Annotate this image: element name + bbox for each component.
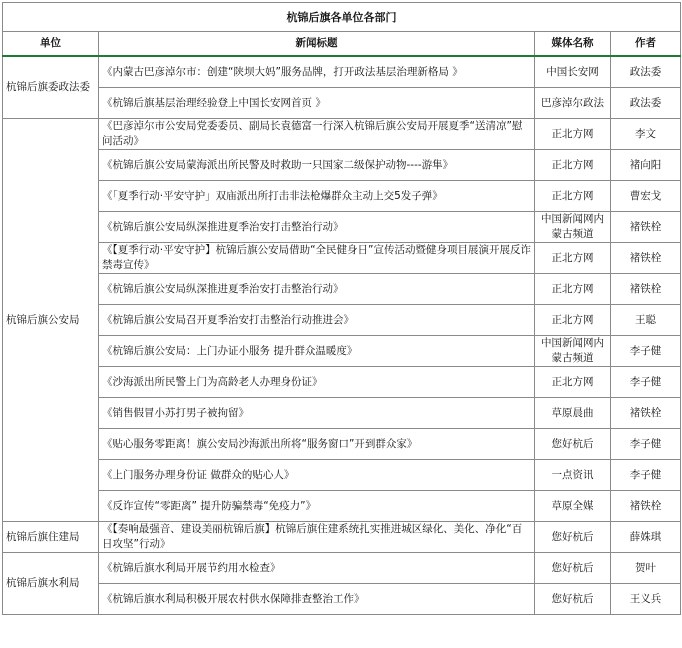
author-cell: 王义兵 bbox=[611, 584, 681, 615]
news-title-cell: 《巴彦淖尔市公安局党委委员、副局长袁德富一行深入杭锦后旗公安局开展夏季“送清凉”慰问活动》 bbox=[99, 119, 535, 150]
author-cell: 李子健 bbox=[611, 429, 681, 460]
unit-cell: 杭锦后旗委政法委 bbox=[3, 56, 99, 119]
author-cell: 褚铁栓 bbox=[611, 398, 681, 429]
news-title-cell: 《杭锦后旗水利局开展节约用水检查》 bbox=[99, 553, 535, 584]
header-news: 新闻标题 bbox=[99, 32, 535, 57]
table-row bbox=[3, 243, 681, 274]
news-title-cell: 《【奏响最强音、建设美丽杭锦后旗】杭锦后旗住建系统扎实推进城区绿化、美化、净化“百日攻坚”行动》 bbox=[99, 522, 535, 553]
media-cell: 巴彦淖尔政法 bbox=[535, 88, 611, 119]
media-cell: 中国新闻网内蒙古频道 bbox=[535, 336, 611, 367]
author-cell: 褚铁栓 bbox=[611, 243, 681, 274]
author-cell: 政法委 bbox=[611, 56, 681, 88]
author-cell: 李文 bbox=[611, 119, 681, 150]
media-cell: 中国新闻网内蒙古频道 bbox=[535, 212, 611, 243]
news-title-cell: 《反诈宣传“零距离” 提升防骗禁毒“免疫力”》 bbox=[99, 491, 535, 522]
table-row bbox=[3, 181, 681, 212]
table-row bbox=[3, 274, 681, 305]
media-cell: 您好杭后 bbox=[535, 553, 611, 584]
department-news-table bbox=[2, 2, 681, 615]
news-title-cell: 《销售假冒小苏打男子被拘留》 bbox=[99, 398, 535, 429]
header-media: 媒体名称 bbox=[535, 32, 611, 57]
table-row bbox=[3, 367, 681, 398]
author-cell: 政法委 bbox=[611, 88, 681, 119]
media-cell: 正北方网 bbox=[535, 150, 611, 181]
unit-cell: 杭锦后旗公安局 bbox=[3, 119, 99, 522]
news-title-cell: 《【夏季行动·平安守护】杭锦后旗公安局借助“全民健身日”宣传活动暨健身项目展演开展反诈禁毒宣传》 bbox=[99, 243, 535, 274]
table-row bbox=[3, 584, 681, 615]
news-title-cell: 《「夏季行动·平安守护」双庙派出所打击非法枪爆群众主动上交5发子弹》 bbox=[99, 181, 535, 212]
author-cell: 褚铁栓 bbox=[611, 274, 681, 305]
table-title: 杭锦后旗各单位各部门 bbox=[3, 3, 681, 32]
author-cell: 褚铁栓 bbox=[611, 491, 681, 522]
author-cell: 贺叶 bbox=[611, 553, 681, 584]
table-row bbox=[3, 491, 681, 522]
news-title-cell: 《上门服务办理身份证 做群众的贴心人》 bbox=[99, 460, 535, 491]
author-cell: 李子健 bbox=[611, 367, 681, 398]
news-title-cell: 《杭锦后旗公安局召开夏季治安打击整治行动推进会》 bbox=[99, 305, 535, 336]
author-cell: 李子健 bbox=[611, 460, 681, 491]
table-row bbox=[3, 429, 681, 460]
media-cell: 正北方网 bbox=[535, 181, 611, 212]
table-row bbox=[3, 398, 681, 429]
news-title-cell: 《内蒙古巴彦淖尔市：创建“陕坝大妈”服务品牌，打开政法基层治理新格局 》 bbox=[99, 56, 535, 88]
unit-cell: 杭锦后旗住建局 bbox=[3, 522, 99, 553]
news-title-cell: 《杭锦后旗公安局纵深推进夏季治安打击整治行动》 bbox=[99, 274, 535, 305]
table-row bbox=[3, 56, 681, 88]
author-cell: 曹宏戈 bbox=[611, 181, 681, 212]
media-cell: 您好杭后 bbox=[535, 429, 611, 460]
media-cell: 正北方网 bbox=[535, 243, 611, 274]
news-title-cell: 《贴心服务零距离！旗公安局沙海派出所将“服务窗口”开到群众家》 bbox=[99, 429, 535, 460]
unit-cell: 杭锦后旗水利局 bbox=[3, 553, 99, 615]
media-cell: 正北方网 bbox=[535, 119, 611, 150]
news-title-cell: 《杭锦后旗水利局积极开展农村供水保障排查整治工作》 bbox=[99, 584, 535, 615]
author-cell: 褚铁栓 bbox=[611, 212, 681, 243]
table-row bbox=[3, 553, 681, 584]
table-row bbox=[3, 150, 681, 181]
media-cell: 正北方网 bbox=[535, 367, 611, 398]
author-cell: 薛姝琪 bbox=[611, 522, 681, 553]
media-cell: 您好杭后 bbox=[535, 522, 611, 553]
news-title-cell: 《杭锦后旗公安局蒙海派出所民警及时救助一只国家二级保护动物----游隼》 bbox=[99, 150, 535, 181]
table-row bbox=[3, 460, 681, 491]
media-cell: 草原晨曲 bbox=[535, 398, 611, 429]
news-title-cell: 《杭锦后旗公安局：上门办证小服务 提升群众温暖度》 bbox=[99, 336, 535, 367]
author-cell: 王聪 bbox=[611, 305, 681, 336]
author-cell: 李子健 bbox=[611, 336, 681, 367]
news-title-cell: 《杭锦后旗公安局纵深推进夏季治安打击整治行动》 bbox=[99, 212, 535, 243]
author-cell: 褚向阳 bbox=[611, 150, 681, 181]
media-cell: 您好杭后 bbox=[535, 584, 611, 615]
table-row bbox=[3, 88, 681, 119]
header-author: 作者 bbox=[611, 32, 681, 57]
table-row bbox=[3, 522, 681, 553]
table-row bbox=[3, 212, 681, 243]
media-cell: 一点资讯 bbox=[535, 460, 611, 491]
news-title-cell: 《杭锦后旗基层治理经验登上中国长安网首页 》 bbox=[99, 88, 535, 119]
table-row bbox=[3, 336, 681, 367]
header-unit: 单位 bbox=[3, 32, 99, 57]
media-cell: 正北方网 bbox=[535, 305, 611, 336]
table-row bbox=[3, 119, 681, 150]
table-row bbox=[3, 305, 681, 336]
media-cell: 中国长安网 bbox=[535, 56, 611, 88]
media-cell: 正北方网 bbox=[535, 274, 611, 305]
news-title-cell: 《沙海派出所民警上门为高龄老人办理身份证》 bbox=[99, 367, 535, 398]
media-cell: 草原全媒 bbox=[535, 491, 611, 522]
